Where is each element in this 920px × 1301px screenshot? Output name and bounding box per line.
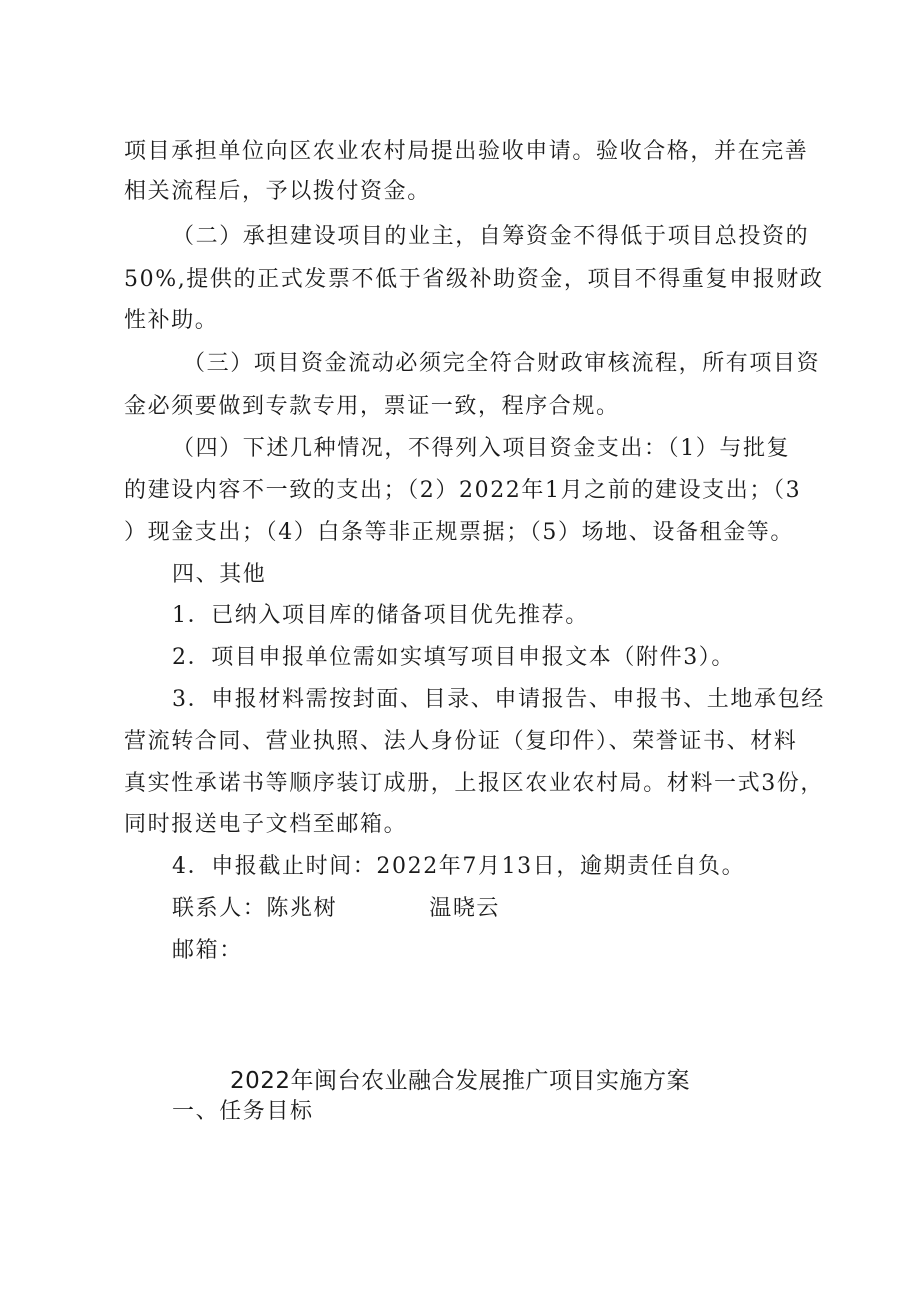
paragraph-line: （二）承担建设项目的业主，自筹资金不得低于项目总投资的 (172, 224, 810, 249)
paragraph-line: 营流转合同、营业执照、法人身份证（复印件）、荣誉证书、材料 (124, 729, 798, 754)
paragraph-line: 相关流程后，予以拨付资金。 (124, 179, 431, 204)
contact-person-2: 温晓云 (429, 896, 501, 921)
list-item: 2．项目申报单位需如实填写项目申报文本（附件3）。 (172, 645, 735, 670)
paragraph-line: 同时报送电子文档至邮箱。 (124, 812, 408, 837)
list-item: 1．已纳入项目库的储备项目优先推荐。 (172, 603, 589, 628)
paragraph-line: 项目承担单位向区农业农村局提出验收申请。验收合格，并在完善 (124, 139, 809, 164)
paragraph-line: （三）项目资金流动必须完全符合财政审核流程，所有项目资 (183, 351, 821, 376)
section-heading: 四、其他 (172, 562, 267, 587)
list-item: 3．申报材料需按封面、目录、申请报告、申报书、土地承包经 (172, 687, 825, 712)
paragraph-line: 性补助。 (124, 308, 219, 333)
paragraph-line: ）现金支出；（4）白条等非正规票据；（5）场地、设备租金等。 (124, 520, 794, 545)
contact-label: 联系人： (172, 896, 267, 921)
paragraph-line: 的建设内容不一致的支出；（2）2022年1月之前的建设支出；（3 (124, 478, 802, 503)
section-heading: 一、任务目标 (172, 1099, 314, 1124)
list-item: 4．申报截止时间：2022年7月13日，逾期责任自负。 (172, 854, 746, 879)
contact-person-1: 陈兆树 (266, 896, 338, 921)
paragraph-line: （四）下述几种情况，不得列入项目资金支出：（1）与批复 (172, 436, 791, 461)
contact-line (172, 894, 872, 924)
plan-title: 2022年闽台农业融合发展推广项目实施方案 (229, 1068, 691, 1094)
email-label: 邮箱： (172, 938, 243, 963)
paragraph-line: 真实性承诺书等顺序装订成册，上报区农业农村局。材料一式3份， (124, 771, 824, 796)
paragraph-line: 金必须要做到专款专用，票证一致，程序合规。 (124, 394, 620, 419)
paragraph-line: 50%,提供的正式发票不低于省级补助资金，项目不得重复申报财政 (124, 267, 824, 292)
